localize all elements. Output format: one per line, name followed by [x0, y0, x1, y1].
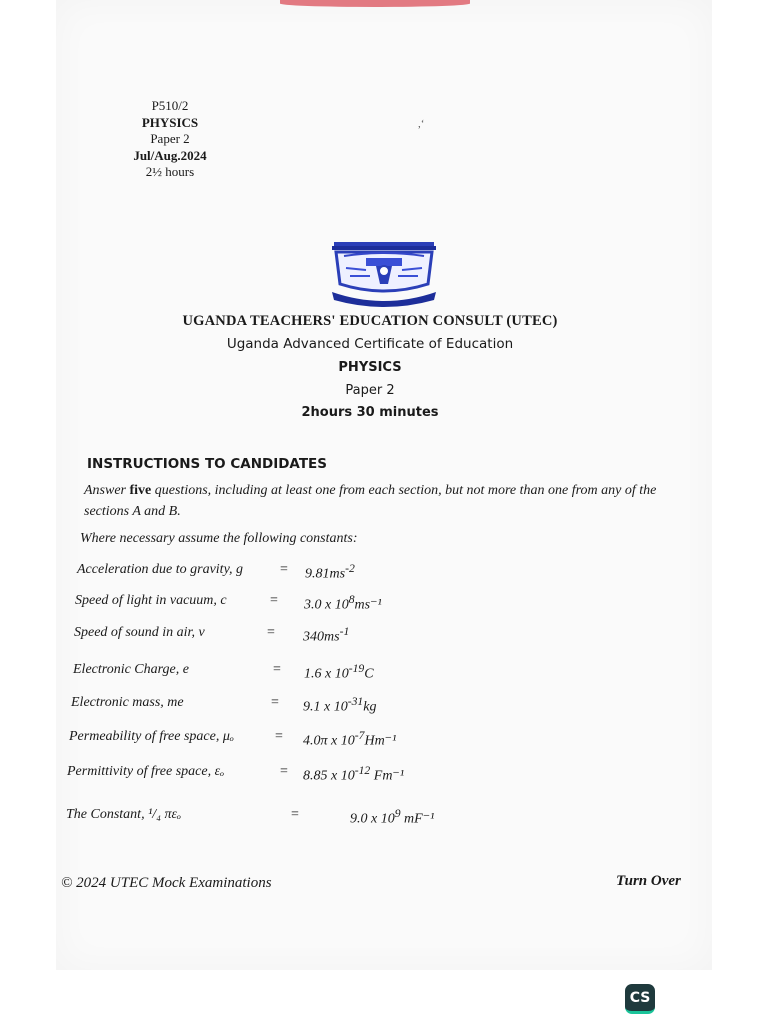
constant-equals: = — [275, 729, 283, 744]
instructions-heading: INSTRUCTIONS TO CANDIDATES — [87, 456, 327, 472]
constant-name: Permittivity of free space, εₒ — [67, 764, 225, 779]
top-edge-mark — [280, 0, 470, 7]
constant-value: $340ms^{-1}$ — [303, 625, 350, 645]
turn-over-note: Turn Over — [616, 873, 681, 889]
constant-name: Acceleration due to gravity, g — [77, 562, 244, 577]
constant-name: Permeability of free space, μₒ — [69, 729, 234, 744]
constant-equals: = — [271, 695, 279, 710]
paper-date: Jul/Aug.2024 — [133, 147, 207, 163]
scan-speck: ,‘ — [418, 118, 425, 130]
camscanner-badge[interactable]: CS — [625, 984, 655, 1014]
paper-header — [100, 98, 240, 181]
constant-row — [75, 593, 382, 613]
constant-name: Speed of sound in air, v — [74, 625, 205, 640]
constant-value: 4.0π x $10^{-7}Hm^{-1}$ — [303, 729, 397, 749]
constant-equals: = — [267, 625, 275, 640]
answer-rest: questions, including at least one from each section, but not more than one from any of the sections A and B. — [84, 483, 657, 519]
constant-equals: = — [270, 593, 278, 608]
constant-equals: = — [280, 764, 288, 779]
answer-instruction — [84, 480, 684, 522]
copyright-note: © 2024 UTEC Mock Examinations — [61, 875, 272, 891]
constant-name: Speed of light in vacuum, c — [75, 593, 227, 608]
organisation-name: UGANDA TEACHERS' EDUCATION CONSULT (UTEC) — [182, 313, 558, 329]
constant-equals: = — [280, 562, 288, 577]
paper-code: P510/2 — [151, 98, 189, 113]
constant-name: Electronic mass, me — [71, 695, 184, 710]
constant-name: Electronic Charge, e — [73, 662, 189, 677]
constant-value: 9.1 x $10^{-31}kg$ — [303, 695, 377, 715]
constant-row — [69, 729, 397, 749]
constant-row — [71, 695, 377, 715]
constant-equals: = — [273, 662, 281, 677]
paper-subject: PHYSICS — [141, 114, 199, 130]
paper-number: Paper 2 — [150, 131, 190, 146]
constant-value: $9.81ms^{-2}$ — [305, 562, 355, 582]
constant-value: 3.0 x $10^8ms^{-1}$ — [304, 593, 382, 613]
certificate-name: Uganda Advanced Certificate of Education — [226, 336, 514, 352]
constant-value: 9.0 x $10^9$ mF⁻¹ — [350, 807, 435, 827]
constant-name: The Constant, ¹/₄ πεₒ — [66, 807, 182, 822]
constant-row — [74, 625, 350, 645]
paper-title: Paper 2 — [345, 383, 395, 398]
answer-count: five — [129, 483, 152, 498]
constant-value: 8.85 x $10^{-12}$ Fm⁻¹ — [303, 764, 405, 784]
constant-row — [67, 764, 405, 784]
answer-prefix: Answer — [84, 483, 126, 498]
constant-value: 1.6 x $10^{-19}C$ — [304, 662, 374, 682]
subject-title: PHYSICS — [338, 360, 402, 375]
paper-duration: 2½ hours — [145, 164, 195, 179]
utec-crest-logo — [330, 240, 438, 310]
exam-duration: 2hours 30 minutes — [301, 405, 439, 420]
constant-equals: = — [291, 807, 299, 822]
constants-intro: Where necessary assume the following constants: — [80, 531, 358, 546]
constant-row — [66, 807, 435, 827]
constant-row — [77, 562, 355, 582]
constant-row — [73, 662, 374, 682]
